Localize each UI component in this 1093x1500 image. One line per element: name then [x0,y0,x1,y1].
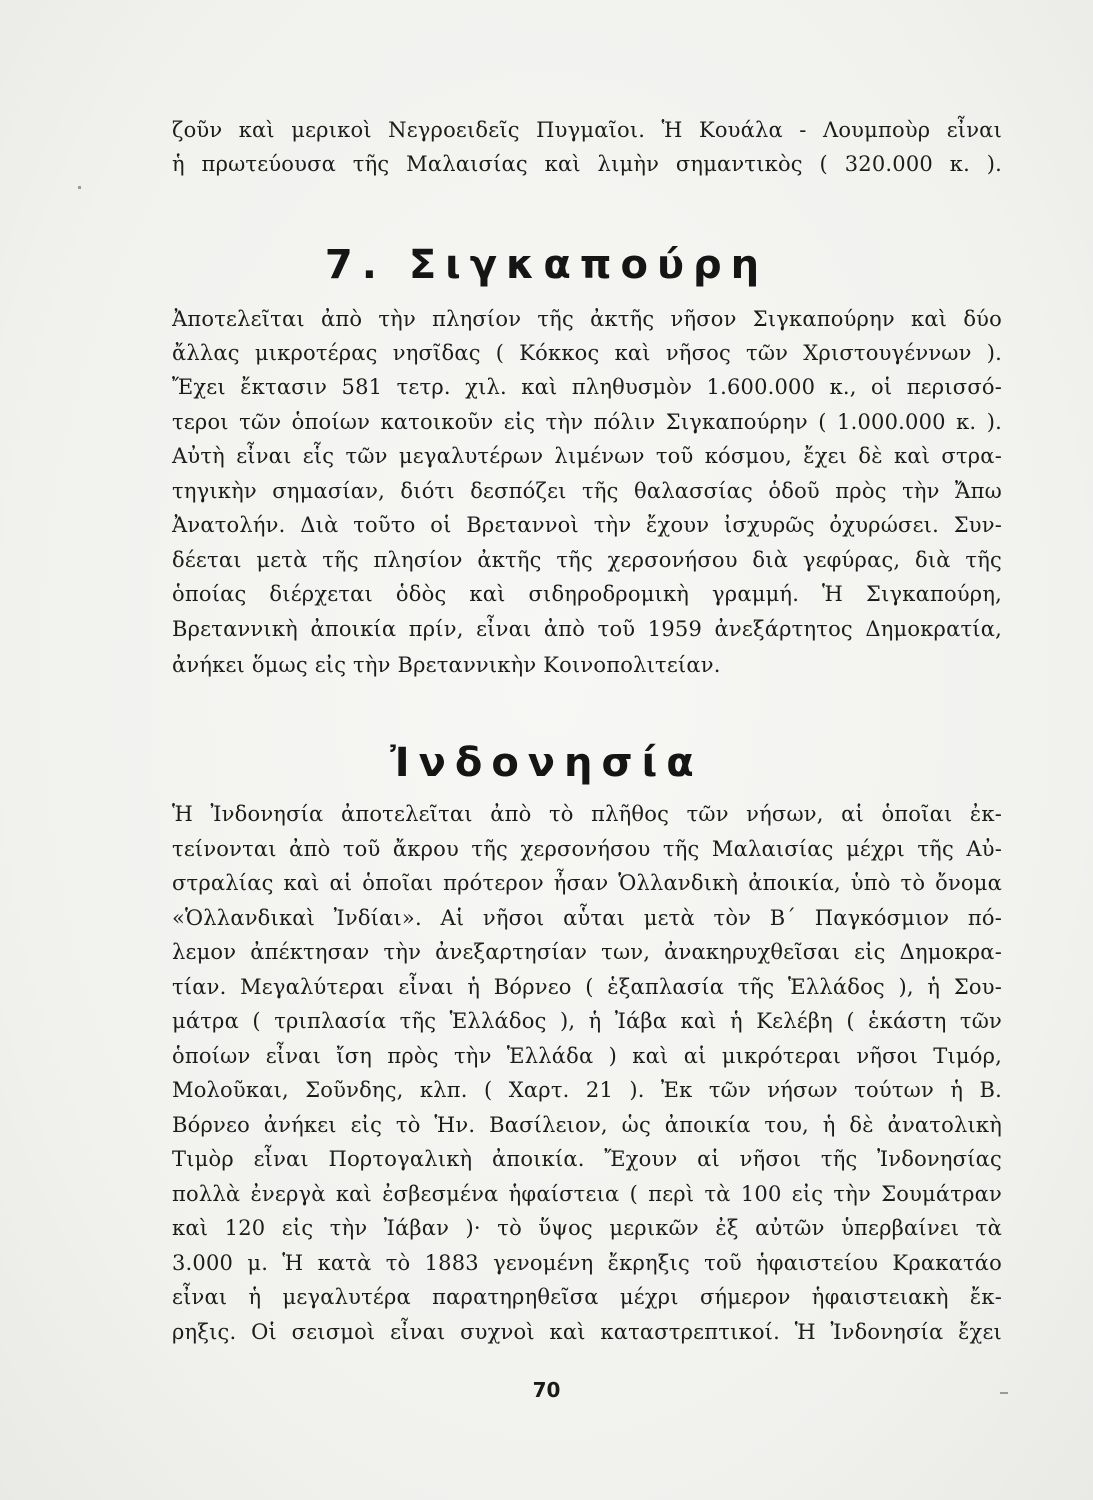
indonesia-line: τείνονται ἀπὸ τοῦ ἄκρου τῆς χερσονήσου τῆς Μαλαισίας μέχρι τῆς Αὐ- [172,837,1002,861]
indonesia-line: Τιμὸρ εἶναι Πορτογαλικὴ ἀποικία. Ἔχουν αἱ νῆσοι τῆς Ἰνδονησίας [172,1147,1002,1171]
intro-line-1: ζοῦν καὶ μερικοὶ Νεγροειδεῖς Πυγμαῖοι. Ἡ Κουάλα - Λουμποὺρ εἶναι [172,118,1002,142]
indonesia-line: στραλίας καὶ αἱ ὁποῖαι πρότερον ἦσαν Ὁλλανδικὴ ἀποικία, ὑπὸ τὸ ὄνομα [172,871,1002,895]
indonesia-line: τίαν. Μεγαλύτεραι εἶναι ἡ Βόρνεο ( ἑξαπλασία τῆς Ἑλλάδος ), ἡ Σου- [172,975,1002,999]
indonesia-line: λεμον ἀπέκτησαν τὴν ἀνεξαρτησίαν των, ἀνακηρυχθεῖσαι εἰς Δημοκρα- [172,940,1002,964]
indonesia-line: Μολοῦκαι, Σοῦνδης, κλπ. ( Χαρτ. 21 ). Ἐκ τῶν νήσων τούτων ἡ Β. [172,1078,1002,1102]
indonesia-line: μάτρα ( τριπλασία τῆς Ἑλλάδος ), ἡ Ἰάβα καὶ ἡ Κελέβη ( ἑκάστη τῶν [172,1009,1002,1033]
singapore-line: τεροι τῶν ὁποίων κατοικοῦν εἰς τὴν πόλιν Σιγκαπούρην ( 1.000.000 κ. ). [172,410,1002,434]
indonesia-line: καὶ 120 εἰς τὴν Ἰάβαν )· τὸ ὕψος μερικῶν ἐξ αὐτῶν ὑπερβαίνει τὰ [172,1216,1002,1240]
section-heading-singapore: 7. Σιγκαπούρη [324,242,769,288]
indonesia-line: πολλὰ ἐνεργὰ καὶ ἐσβεσμένα ἡφαίστεια ( περὶ τὰ 100 εἰς τὴν Σουμάτραν [172,1182,1002,1206]
page-number: 70 [532,1378,561,1402]
indonesia-line: «Ὁλλανδικαὶ Ἰνδίαι». Αἱ νῆσοι αὗται μετὰ τὸν Β΄ Παγκόσμιον πό- [172,906,1002,930]
intro-line-2: ἡ πρωτεύουσα τῆς Μαλαισίας καὶ λιμὴν σημαντικὸς ( 320.000 κ. ). [172,152,1002,176]
scan-speck [78,186,81,189]
scan-speck [1000,1392,1008,1394]
singapore-line: ἄλλας μικροτέρας νησῖδας ( Κόκκος καὶ νῆσος τῶν Χριστουγέννων ). [172,341,1002,365]
singapore-line: Ἔχει ἔκτασιν 581 τετρ. χιλ. καὶ πληθυσμὸν 1.600.000 κ., οἱ περισσό- [172,375,1002,399]
singapore-line: Ἀνατολήν. Διὰ τοῦτο οἱ Βρεταννοὶ τὴν ἔχουν ἰσχυρῶς ὀχυρώσει. Συν- [172,513,1002,537]
singapore-line: τηγικὴν σημασίαν, διότι δεσπόζει τῆς θαλασσίας ὁδοῦ πρὸς τὴν Ἄπω [172,479,1002,503]
singapore-line: Ἀποτελεῖται ἀπὸ τὴν πλησίον τῆς ἀκτῆς νῆσον Σιγκαπούρην καὶ δύο [172,307,1002,331]
singapore-line: δέεται μετὰ τῆς πλησίον ἀκτῆς τῆς χερσονήσου διὰ γεφύρας, διὰ τῆς [172,548,1002,572]
indonesia-line: εἶναι ἡ μεγαλυτέρα παρατηρηθεῖσα μέχρι σήμερον ἡφαιστειακὴ ἔκ- [172,1285,1002,1309]
indonesia-line: ὁποίων εἶναι ἴση πρὸς τὴν Ἑλλάδα ) καὶ αἱ μικρότεραι νῆσοι Τιμόρ, [172,1044,1002,1068]
singapore-line: Βρεταννικὴ ἀποικία πρίν, εἶναι ἀπὸ τοῦ 1959 ἀνεξάρτητος Δημοκρατία, [172,617,1002,641]
section-heading-indonesia: Ἰνδονησία [390,740,703,786]
singapore-line: ἀνήκει ὅμως εἰς τὴν Βρεταννικὴν Κοινοπολιτείαν. [172,653,721,677]
indonesia-line: Βόρνεο ἀνήκει εἰς τὸ Ἡν. Βασίλειον, ὡς ἀποικία του, ἡ δὲ ἀνατολικὴ [172,1113,1002,1137]
indonesia-line: ρηξις. Οἱ σεισμοὶ εἶναι συχνοὶ καὶ καταστρεπτικοί. Ἡ Ἰνδονησία ἔχει [172,1320,1002,1344]
indonesia-line: Ἡ Ἰνδονησία ἀποτελεῖται ἀπὸ τὸ πλῆθος τῶν νήσων, αἱ ὁποῖαι ἐκ- [172,802,1002,826]
singapore-line: ὁποίας διέρχεται ὁδὸς καὶ σιδηροδρομικὴ γραμμή. Ἡ Σιγκαπούρη, [172,582,1002,606]
singapore-line: Αὐτὴ εἶναι εἷς τῶν μεγαλυτέρων λιμένων τοῦ κόσμου, ἔχει δὲ καὶ στρα- [172,444,1002,468]
indonesia-line: 3.000 μ. Ἡ κατὰ τὸ 1883 γενομένη ἔκρηξις τοῦ ἡφαιστείου Κρακατάο [172,1251,1002,1275]
